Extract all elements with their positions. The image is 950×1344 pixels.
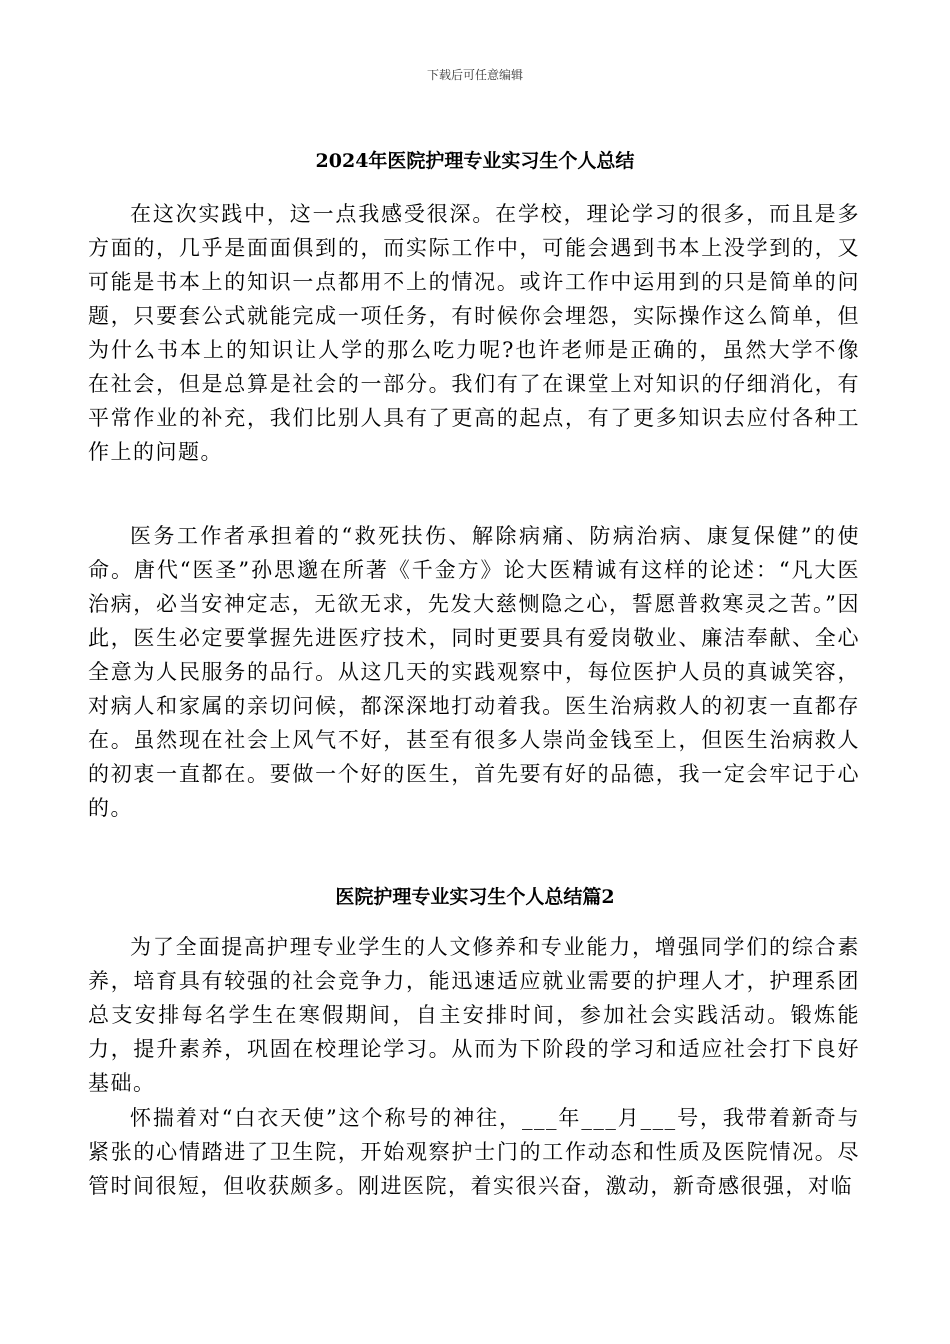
paragraph-2: 医务工作者承担着的“救死扶伤、解除病痛、防病治病、康复保健”的使命。唐代“医圣”孙思邈在所著《千金方》论大医精诚有这样的论述：“凡大医治病，必当安神定志，无欲无求，先发大慈恻隐之心，誓愿普救寒灵之苦。”因此，医生必定要掌握先进医疗技术，同时更要具有爱岗敬业、廉洁奉献、全心全意为人民服务的品行。从这几天的实践观察中，每位医护人员的真诚笑容，对病人和家属的亲切问候，都深深地打动着我。医生治病救人的初衷一直都存在。虽然现在社会上风气不好，甚至有很多人崇尚金钱至上，但医生治病救人的初衷一直都在。要做一个好的医生，首先要有好的品德，我一定会牢记于心的。	[88, 524, 860, 820]
paragraph-1: 在这次实践中，这一点我感受很深。在学校，理论学习的很多，而且是多方面的，几乎是面面俱到的，而实际工作中，可能会遇到书本上没学到的，又可能是书本上的知识一点都用不上的情况。或许工作中运用到的只是简单的问题，只要套公式就能完成一项任务，有时候你会埋怨，实际操作这么简单，但为什么书本上的知识让人学的那么吃力呢?也许老师是正确的，虽然大学不像在社会，但是总算是社会的一部分。我们有了在课堂上对知识的仔细消化，有平常作业的补充，我们比别人具有了更高的起点，有了更多知识去应付各种工作上的问题。	[88, 202, 860, 464]
section-2-title: 医院护理专业实习生个人总结篇2	[335, 886, 615, 908]
header-note: 下载后可任意编辑	[426, 68, 523, 82]
paragraph-3: 为了全面提高护理专业学生的人文修养和专业能力，增强同学们的综合素养，培育具有较强的社会竞争力，能迅速适应就业需要的护理人才，护理系团总支安排每名学生在寒假期间，自主安排时间，参加社会实践活动。锻炼能力，提升素养，巩固在校理论学习。从而为下阶段的学习和适应社会打下良好基础。	[88, 935, 860, 1095]
paragraph-4: 怀揣着对“白衣天使”这个称号的神往，___年___月___号，我带着新奇与紧张的心情踏进了卫生院，开始观察护士门的工作动态和性质及医院情况。尽管时间很短，但收获颇多。刚进医院，着实很兴奋，激动，新奇感很强，对临	[88, 1106, 860, 1198]
document-title: 2024年医院护理专业实习生个人总结	[315, 150, 635, 172]
